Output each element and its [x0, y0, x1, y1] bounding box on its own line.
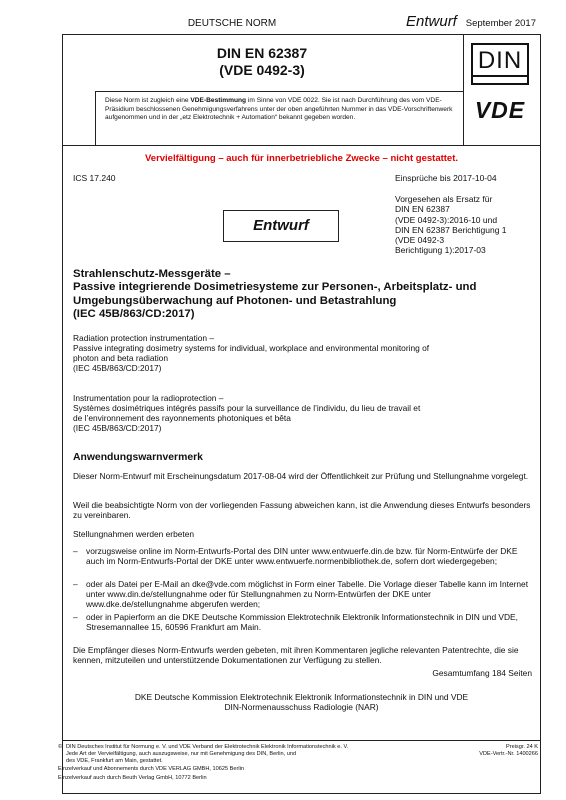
list-item: – oder als Datei per E-Mail an dke@vde.com möglichst in Form einer Tabelle. Die Vorlage dieser Tabelle kann im Internet unter www.din.de/stellungnahme oder für Stellungnahmen zu Norm-Entwürfen der DKE unter www.dke.de/stellungnahme abgerufen werden;	[73, 579, 529, 610]
list-item: – oder in Papierform an die DKE Deutsche Kommission Elektrotechnik Elektronik Informationstechnik in DIN und VDE, Stresemannallee 15, 60596 Frankfurt am Main.	[73, 612, 518, 633]
ics-code: ICS 17.240	[73, 173, 116, 183]
divider	[95, 91, 96, 145]
bullet-dash: –	[73, 579, 78, 589]
divider	[463, 35, 464, 145]
paragraph: Dieser Norm-Entwurf mit Erscheinungsdatum 2017-08-04 wird der Öffentlichkeit zur Prüfung und Stellungnahme vorgelegt.	[73, 471, 529, 481]
page-count: Gesamtumfang 184 Seiten	[432, 668, 532, 678]
bullet-dash: –	[73, 546, 78, 556]
standard-type: DEUTSCHE NORM	[187, 18, 277, 29]
list-item: – vorzugsweise online im Norm-Entwurfs-Portal des DIN unter www.entwuerfe.din.de bzw. für Norm-Entwürfe der DKE auch im Norm-Entwurfs-Portal der DKE unter www.entwuerfe.normenbibliothek.de, sofern dort wiedergegeben;	[73, 546, 518, 567]
draft-label: Entwurf	[406, 13, 457, 30]
german-title: Strahlenschutz-Messgeräte – Passive integrierende Dosimetriesysteme zur Personen-, Arbeitsplatz- und Umgebungsüberwachung auf Photonen- und Betastrahlung (IEC 45B/863/CD:2017)	[73, 268, 477, 321]
vde-regulation-note: Diese Norm ist zugleich eine VDE-Bestimmung im Sinne von VDE 0022. Sie ist nach Durchführung des vom VDE-Präsidium beschlossenen Genehmigungsverfahrens unter der oben angeführten Nummer in das VDE-Vorschriftenwerk aufgenommen und in der „etz Elektrotechnik + Automation“ bekannt gegeben worden.	[105, 97, 453, 122]
din-logo: DIN	[471, 43, 529, 85]
replacement-info: Vorgesehen als Ersatz für DIN EN 62387 (VDE 0492-3):2016-10 und DIN EN 62387 Berichtigung 1 (VDE 0492-3 Berichtigung 1):2017-03	[395, 194, 507, 256]
vde-logo: VDE	[474, 97, 526, 123]
issue-date: September 2017	[465, 18, 536, 29]
paragraph: Die Empfänger dieses Norm-Entwurfs werden gebeten, mit ihren Kommentaren jegliche relevanten Patentrechte, die sie kennen, mitzuteilen und unterstützende Dokumentationen zur Verfügung zu stellen.	[73, 645, 519, 666]
warning-heading: Anwendungswarnvermerk	[73, 452, 203, 463]
price-info: Preisgr. 24 K VDE-Vertr.-Nr. 1400266	[479, 744, 538, 758]
divider	[63, 145, 540, 146]
objection-deadline: Einsprüche bis 2017-10-04	[395, 173, 497, 183]
draft-stamp: Entwurf	[223, 210, 339, 242]
divider	[63, 740, 540, 741]
standard-number: DIN EN 62387 (VDE 0492-3)	[216, 45, 308, 78]
bullet-dash: –	[73, 612, 78, 622]
english-title: Radiation protection instrumentation – Passive integrating dosimetry systems for individual, workplace and environmental monitoring of photon and beta radiation (IEC 45B/863/CD:2017)	[73, 333, 430, 374]
reproduction-notice: Vervielfältigung – auch für innerbetriebliche Zwecke – nicht gestattet.	[144, 153, 459, 164]
french-title: Instrumentation pour la radioprotection – Systèmes dosimétriques intégrés passifs pour la surveillance de l’individu, du lieu de travail et de l’environnement des rayonnements photoniques et bêta (IEC 45B/863/CD:2017)	[73, 393, 421, 434]
document-header	[62, 12, 542, 34]
paragraph: Stellungnahmen werden erbeten	[73, 529, 195, 539]
copyright-symbol: ©	[58, 744, 63, 750]
paragraph: Weil die beabsichtigte Norm von der vorliegenden Fassung abweichen kann, ist die Anwendung dieses Entwurfs besonders zu vereinbaren.	[73, 500, 531, 521]
committee-info: DKE Deutsche Kommission Elektrotechnik Elektronik Informationstechnik in DIN und VDE DIN-Normenausschuss Radiologie (NAR)	[134, 692, 469, 713]
divider	[95, 91, 463, 92]
copyright-footer: © DIN Deutsches Institut für Normung e. V. und VDE Verband der Elektrotechnik Elektronik Informationstechnik e. V. Jede Art der Vervielfältigung, auch auszugsweise, nur mit Genehmigung des DIN, Berlin, und des VDE, Frankfurt am Main, gestattet. Einzelverkauf und Abonnements durch VDE VERLAG GMBH, 10625 Berlin Einzelverkauf auch durch Beuth Verlag GmbH, 10772 Berlin	[58, 744, 349, 781]
cover-frame	[62, 34, 541, 794]
